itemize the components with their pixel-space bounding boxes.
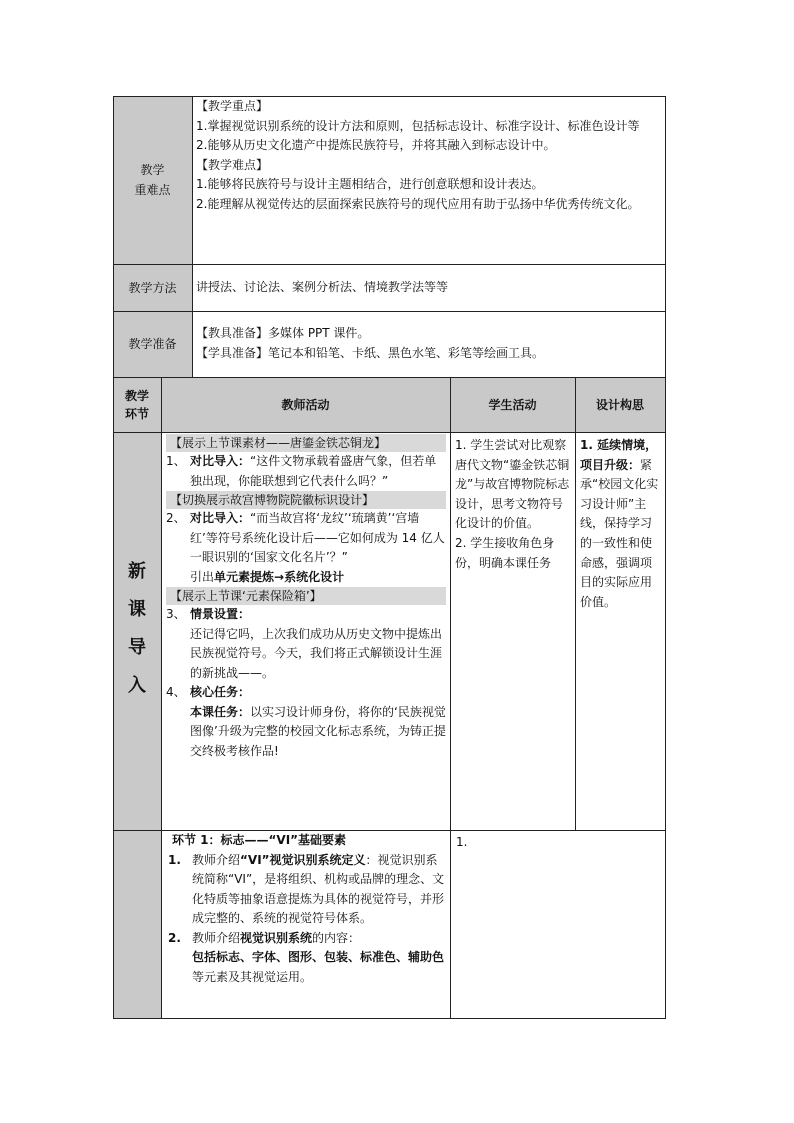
prep-content bbox=[196, 324, 660, 363]
table-line bbox=[113, 432, 666, 433]
key-points-content bbox=[196, 97, 660, 214]
student-activity-intro: 1. 学生尝试对比观察唐代文物“鎏金铁芯铜龙”与故宫博物院标志设计，思考文物符号化设计的价值。 2. 学生接收角色身份，明确本课任务 bbox=[455, 438, 570, 570]
difficulty-2: 2.能理解从视觉传达的层面探索民族符号的现代应用有助于弘扬中华优秀传统文化。 bbox=[196, 196, 640, 211]
difficulty-1: 1.能够将民族符号与设计主题相结合，进行创意联想和设计表达。 bbox=[196, 177, 544, 191]
list-item bbox=[166, 452, 446, 491]
segment-title: 环节 1：标志——“VI”基础要素 bbox=[172, 833, 347, 847]
item-number: 3、 bbox=[166, 607, 186, 621]
item-tail bbox=[166, 568, 446, 588]
tail-text: 引出 bbox=[190, 569, 215, 584]
header-stage-line: 教学 bbox=[124, 388, 149, 403]
key-point-2: 2.能够从历史文化遗产中提炼民族符号，并将其融入到标志设计中。 bbox=[196, 138, 556, 152]
item-text: 还记得它吗，上次我们成功从历史文物中提炼出民族视觉符号。今天，我们将正式解锁设计生涯的新挑战——。 bbox=[190, 626, 443, 680]
material-bar-dragon: 【展示上节课素材——唐鎏金铁芯铜龙】 bbox=[166, 434, 446, 452]
item-bold: 核心任务： bbox=[190, 685, 251, 699]
item-bold: 对比导入： bbox=[190, 454, 251, 468]
item-text: 的内容： bbox=[312, 930, 361, 945]
item-task bbox=[166, 703, 446, 762]
detail-text: 等元素及其视觉运用。 bbox=[192, 969, 313, 984]
item-pre: 教师介绍 bbox=[192, 852, 241, 867]
stage-char: 新 bbox=[128, 561, 146, 582]
methods-text: 讲授法、讨论法、案例分析法、情境教学法等等 bbox=[196, 280, 449, 294]
detail-bold: 包括标志、字体、图形、包装、标准色、辅助色 bbox=[192, 950, 445, 964]
task-text: 以实习设计师身份，将你的‘民族视觉图像’升级为完整的校园文化标志系统，为铸正提交终极考核作品! bbox=[190, 704, 446, 758]
tail-bold: 单元素提炼→系统化设计 bbox=[214, 569, 345, 584]
teacher-activity-intro bbox=[166, 434, 446, 761]
item-text: “这件文物承载着盛唐气象，但若单独出现，你能联想到它代表什么吗？” bbox=[190, 454, 437, 488]
label-line: 重难点 bbox=[134, 183, 171, 197]
list-item bbox=[166, 509, 446, 568]
prep-label: 教学准备 bbox=[128, 337, 177, 351]
design-bold: 1. 延续情境，项目升级： bbox=[580, 438, 658, 472]
label-line: 教学 bbox=[140, 163, 165, 177]
list-item bbox=[166, 605, 446, 625]
table-line bbox=[161, 377, 162, 1019]
stage-char: 导 bbox=[128, 637, 146, 658]
item-number: 4、 bbox=[166, 685, 186, 699]
item-body bbox=[192, 929, 360, 949]
task-bold: 本课任务： bbox=[190, 704, 251, 719]
item-number: 2、 bbox=[166, 511, 186, 525]
design-idea-intro bbox=[580, 436, 662, 612]
key-point-1: 1.掌握视觉识别系统的设计方法和原则，包括标志设计、标准字设计、标准色设计等 bbox=[196, 118, 640, 133]
stage-char: 课 bbox=[128, 599, 146, 620]
heading-key-points: 【教学重点】 bbox=[196, 99, 269, 113]
material-bar-palace: 【切换展示故宫博物院院徽标识设计】 bbox=[166, 491, 446, 509]
item-bold: 情景设置： bbox=[190, 607, 251, 621]
prep-teacher: 【教具准备】多媒体 PPT 课件。 bbox=[196, 326, 370, 340]
item-number: 1. bbox=[168, 852, 181, 867]
item-pre: 教师介绍 bbox=[192, 930, 241, 945]
table-line bbox=[665, 96, 666, 1019]
table-line bbox=[575, 377, 576, 830]
heading-difficulties: 【教学难点】 bbox=[196, 157, 269, 172]
teacher-activity-vi bbox=[168, 831, 446, 987]
design-text: 紧承“校园文化实习设计师”主线，保持学习的一致性和使命感，强调项目的实际应用价值。 bbox=[580, 457, 659, 609]
item-bold: 对比导入： bbox=[190, 511, 251, 525]
table-line bbox=[192, 96, 193, 377]
header-teacher: 教师活动 bbox=[281, 398, 330, 412]
item-body bbox=[190, 452, 446, 491]
stage-char: 入 bbox=[128, 675, 146, 696]
header-student: 学生活动 bbox=[488, 398, 537, 412]
table-line bbox=[113, 264, 666, 265]
prep-student: 【学具准备】笔记本和铅笔、卡纸、黑色水笔、彩笔等绘画工具。 bbox=[196, 345, 545, 360]
item-bold: “VI”视觉识别系统定义 bbox=[240, 852, 366, 867]
item-text: ：视觉识别系统简称“VI”，是将组织、机构或品牌的理念、文化特质等抽象语意提炼为具体的视觉符号，并形成完整的、系统的视觉符号体系。 bbox=[192, 852, 445, 925]
item-number: 2. bbox=[168, 930, 181, 945]
stage-cell-section2 bbox=[113, 830, 161, 1018]
methods-label: 教学方法 bbox=[128, 280, 177, 295]
list-item bbox=[168, 929, 446, 949]
header-stage bbox=[113, 377, 161, 432]
item-bold: 视觉识别系统 bbox=[240, 930, 313, 945]
table-line bbox=[113, 311, 666, 312]
material-bar-safe: 【展示上节课‘元素保险箱’】 bbox=[166, 587, 446, 605]
header-stage-line: 环节 bbox=[124, 406, 149, 421]
list-item bbox=[168, 851, 446, 929]
student-activity-vi: 1. bbox=[456, 835, 468, 849]
item-body bbox=[190, 509, 446, 568]
header-design: 设计构思 bbox=[595, 398, 644, 412]
item-text: “而当故宫将‘龙纹’‘琉璃黄’‘宫墙红’等符号系统化设计后——它如何成为 14 亿人一眼识别的‘国家文化名片’？” bbox=[190, 511, 445, 564]
item-number: 1、 bbox=[166, 454, 186, 468]
table-line bbox=[450, 377, 451, 1019]
item-detail bbox=[168, 948, 446, 987]
key-points-label bbox=[113, 96, 192, 264]
list-item bbox=[166, 683, 446, 703]
stage-label-new-lesson bbox=[113, 553, 161, 705]
item-body bbox=[192, 851, 446, 929]
table-line bbox=[113, 1018, 666, 1019]
